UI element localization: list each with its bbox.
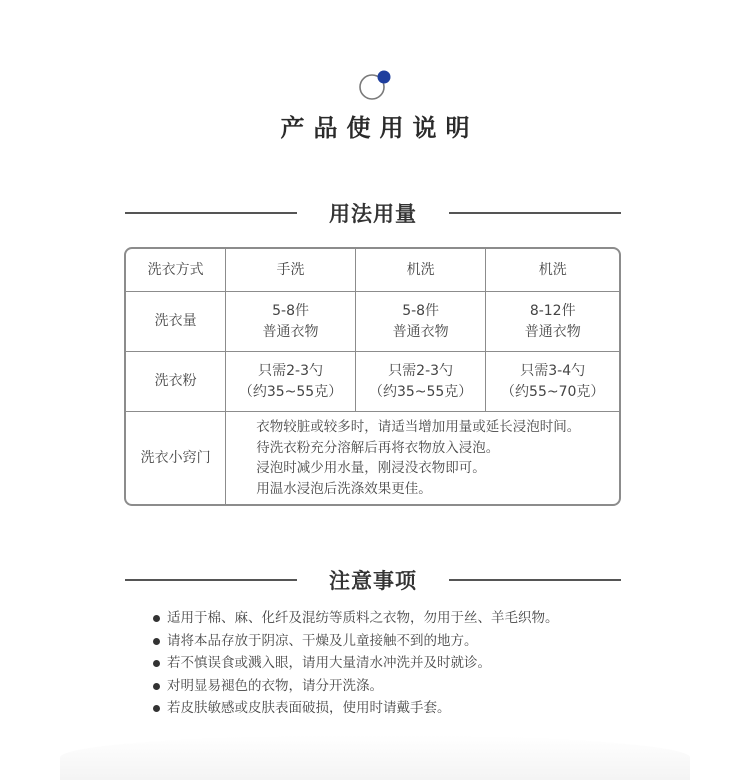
usage-section-title: 用法用量 — [329, 202, 417, 226]
ring-dot-logo-icon — [357, 68, 393, 104]
list-item: 对明显易褪色的衣物，请分开洗涤。 — [153, 675, 559, 698]
bullet-icon — [153, 638, 160, 645]
divider-right — [449, 212, 621, 214]
header-cell-machine-wash-large: 机洗 — [486, 249, 619, 292]
row-label-load: 洗衣量 — [126, 292, 226, 352]
row-label-powder: 洗衣粉 — [126, 352, 226, 412]
bullet-icon — [153, 615, 160, 622]
table-cell: 只需2-3勺 （约35~55克） — [356, 352, 487, 412]
list-item: 请将本品存放于阴凉、干燥及儿童接触不到的地方。 — [153, 630, 559, 653]
header-cell-hand-wash: 手洗 — [226, 249, 356, 292]
list-item: 适用于棉、麻、化纤及混纺等质料之衣物，勿用于丝、羊毛织物。 — [153, 607, 559, 630]
table-row-tips — [126, 412, 619, 504]
row-label-tips: 洗衣小窍门 — [126, 412, 226, 504]
divider-right — [449, 579, 621, 581]
header-cell-machine-wash: 机洗 — [356, 249, 487, 292]
usage-table — [124, 247, 621, 506]
table-cell: 5-8件 普通衣物 — [226, 292, 356, 352]
tip-line: 用温水浸泡后洗涤效果更佳。 — [256, 480, 432, 497]
table-row-load — [126, 292, 619, 352]
notes-section-header — [125, 565, 621, 595]
table-header-row — [126, 249, 619, 292]
table-cell: 只需3-4勺 （约55~70克） — [486, 352, 619, 412]
bullet-icon — [153, 705, 160, 712]
notes-list — [153, 607, 559, 720]
list-item: 若不慎误食或溅入眼，请用大量清水冲洗并及时就诊。 — [153, 652, 559, 675]
table-cell: 5-8件 普通衣物 — [356, 292, 487, 352]
tip-line: 浸泡时减少用水量，刚浸没衣物即可。 — [256, 460, 486, 476]
tip-line: 待洗衣粉充分溶解后再将衣物放入浸泡。 — [256, 439, 500, 456]
bullet-icon — [153, 660, 160, 667]
table-row-powder — [126, 352, 619, 412]
table-cell: 只需2-3勺 （约35~55克） — [226, 352, 356, 412]
notes-section-title: 注意事项 — [329, 569, 417, 593]
tips-cell — [226, 412, 619, 504]
page-title: 产品使用说明 — [280, 114, 479, 142]
header-cell-method: 洗衣方式 — [126, 249, 226, 292]
list-item: 若皮肤敏感或皮肤表面破损，使用时请戴手套。 — [153, 697, 559, 720]
bottom-shadow — [60, 735, 690, 780]
tip-line: 衣物较脏或较多时，请适当增加用量或延长浸泡时间。 — [256, 419, 581, 435]
bullet-icon — [153, 683, 160, 690]
table-cell: 8-12件 普通衣物 — [486, 292, 619, 352]
usage-section-header — [125, 198, 621, 228]
